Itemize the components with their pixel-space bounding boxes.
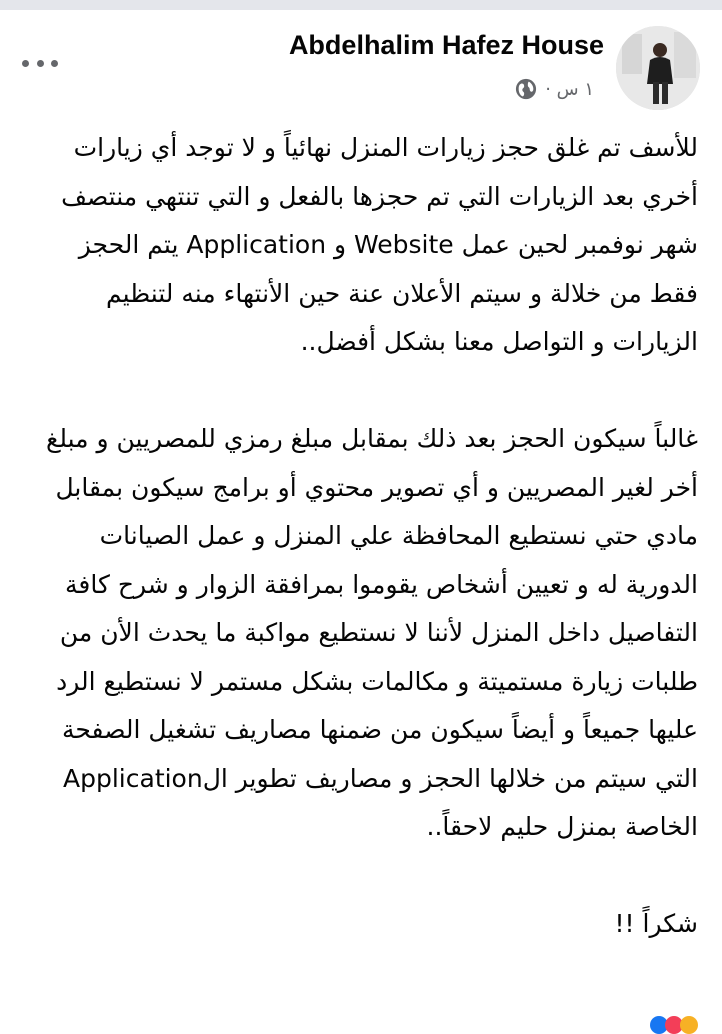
post-header [0,22,722,122]
page-avatar[interactable] [616,26,700,110]
more-options-button[interactable] [22,52,58,74]
more-dot [51,60,58,67]
post-meta [515,78,594,100]
reactions-row[interactable] [500,1016,700,1032]
top-divider [0,0,722,10]
post-timestamp[interactable]: ١ س · [545,78,594,100]
page-name-link[interactable]: Abdelhalim Hafez House [288,30,604,60]
care-reaction-icon [680,1016,698,1034]
post-paragraph: للأسف تم غلق حجز زيارات المنزل نهائياً و لا توجد أي زيارات أخري بعد الزيارات التي تم حجزها بالفعل و التي تنتهي منتصف شهر نوفمبر لحين عمل Website و Application يتم الحجز فقط من خلالة و سيتم الأعلان عنة حين الأنتهاء منه لتنظيم الزيارات و التواصل معنا بشكل أفضل.. [61,133,698,356]
avatar-figure [616,26,700,110]
more-dot [37,60,44,67]
more-dot [22,60,29,67]
post-paragraph: غالباً سيكون الحجز بعد ذلك بمقابل مبلغ رمزي للمصريين و مبلغ أخر لغير المصريين و أي تصوير محتوي أو برامج سيكون بمقابل مادي حتي نستطيع المحافظة علي المنزل و عمل الصيانات الدورية له و تعيين أشخاص يقوموا بمرافقة الزوار و شرح كافة التفاصيل داخل المنزل لأننا لا نستطيع مواكبة ما يحدث الأن من طلبات زيارة مستميتة و مكالمات بشكل مستمر لا نستطيع الرد عليها جميعاً و أيضاً سيكون من ضمنها مصاريف تشغيل الصفحة التي سيتم من خلالها الحجز و مصاريف تطوير الApplication الخاصة بمنزل حليم لاحقاً.. [46,424,698,841]
post-body [24,124,698,949]
post-paragraph: شكراً !! [614,909,698,938]
globe-icon[interactable] [515,78,537,100]
